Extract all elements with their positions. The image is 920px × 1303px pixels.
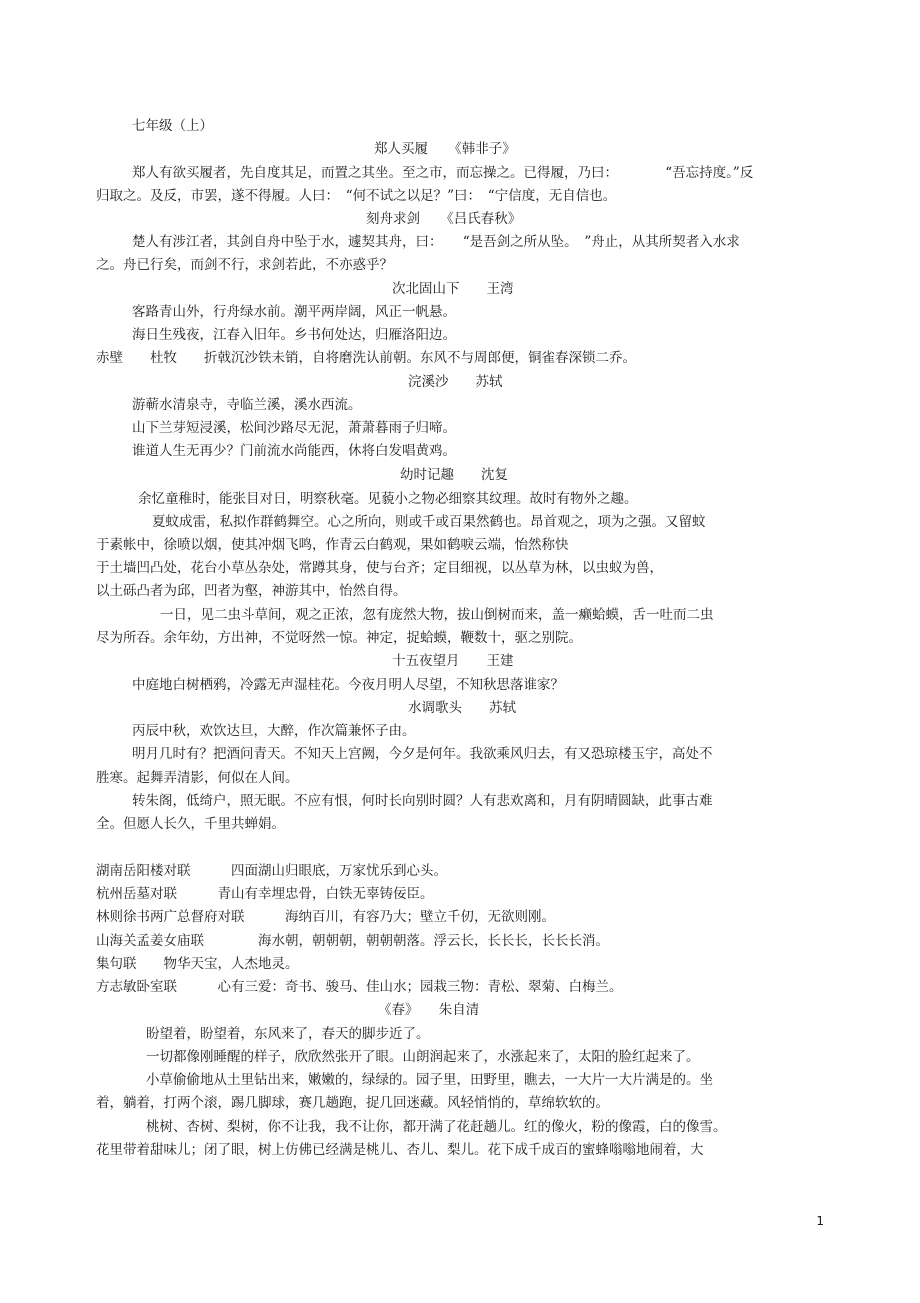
section-title: 郑人买履 《韩非子》 — [374, 141, 516, 157]
paragraph-line: 余忆童稚时，能张目对日，明察秋毫。见藐小之物必细察其纹理。故时有物外之趣。 — [138, 491, 638, 507]
couplet-line: 林则徐书两广总督府对联 海纳百川，有容乃大；壁立千仞，无欲则刚。 — [96, 909, 555, 925]
poem-line: 谁道人生无再少？门前流水尚能西，休将白发唱黄鸡。 — [132, 443, 456, 459]
section-title: 次北固山下 王湾 — [392, 281, 514, 297]
paragraph-line: 丙辰中秋，欢饮达旦，大醉，作次篇兼怀子由。 — [132, 723, 416, 739]
paragraph-line: 于土墙凹凸处，花台小草丛杂处，常蹲其身，使与台齐；定目细视，以丛草为林，以虫蚁为兽， — [96, 560, 663, 576]
poem-line: 游蕲水清泉寺，寺临兰溪，溪水西流。 — [132, 397, 362, 413]
couplet-line: 集句联 物华天宝，人杰地灵。 — [96, 956, 299, 972]
paragraph-line: 于素帐中，徐喷以烟，使其冲烟飞鸣，作青云白鹤观，果如鹤唳云端，怡然称快 — [96, 537, 569, 553]
paragraph-line: 明月几时有？把酒问青天。不知天上宫阙，今夕是何年。我欲乘风归去，有又恐琼楼玉宇，高处不 — [132, 746, 713, 762]
paragraph-line: 小草偷偷地从土里钻出来，嫩嫩的，绿绿的。园子里，田野里，瞧去，一大片一大片满是的。坐 — [146, 1072, 713, 1088]
paragraph-line: 全。但愿人长久，千里共蝉娟。 — [96, 816, 285, 832]
paragraph-line: 楚人有涉江者，其剑自舟中坠于水，遽契其舟，曰： “是吾剑之所从坠。 ”舟止，从其所契者入水求 — [132, 234, 740, 250]
paragraph-line: 着，躺着，打两个滚，踢几脚球，赛几趟跑，捉几回迷藏。风轻悄悄的，草绵软软的。 — [96, 1095, 609, 1111]
page-number: 1 — [816, 1214, 824, 1228]
paragraph-line: 胜寒。起舞弄清影，何似在人间。 — [96, 770, 299, 786]
poem-line: 中庭地白树栖鸦，冷露无声湿桂花。今夜月明人尽望，不知秋思落谁家？ — [132, 677, 564, 693]
poem-line: 客路青山外，行舟绿水前。潮平两岸阔，风正一帆悬。 — [132, 304, 456, 320]
paragraph-line: 归取之。及反，市罢，遂不得履。人曰： “何不试之以足？”曰： “宁信度，无自信也。 — [96, 188, 617, 204]
poem-line: 赤壁 杜牧 折戟沉沙铁未销，自将磨洗认前朝。东风不与周郎便，铜雀春深锁二乔。 — [96, 350, 636, 366]
paragraph-line: 夏蚊成雷，私拟作群鹤舞空。心之所向，则或千或百果然鹤也。昂首观之，项为之强。又留蚊 — [152, 514, 706, 530]
section-title: 十五夜望月 王建 — [392, 653, 514, 669]
paragraph-line: 桃树、杏树、梨树，你不让我，我不让你，都开满了花赶趟儿。红的像火，粉的像霞，白的像雪。 — [146, 1119, 727, 1135]
paragraph-line: 以土砾凸者为邱，凹者为壑，神游其中，怡然自得。 — [96, 583, 407, 599]
section-title: 浣溪沙 苏轼 — [408, 374, 503, 390]
section-title: 幼时记趣 沈复 — [400, 467, 508, 483]
section-title: 水调歌头 苏轼 — [408, 700, 516, 716]
poem-line: 海日生残夜，江春入旧年。乡书何处达，归雁洛阳边。 — [132, 327, 456, 343]
poem-line: 山下兰芽短浸溪，松间沙路尽无泥，萧萧暮雨子归啼。 — [132, 420, 456, 436]
paragraph-line: 转朱阁，低绮户，照无眠。不应有恨，何时长向别时圆？人有悲欢离和，月有阴晴圆缺，此事古难 — [132, 793, 713, 809]
paragraph-line: 一切都像刚睡醒的样子，欣欣然张开了眼。山朗润起来了，水涨起来了，太阳的脸红起来了。 — [146, 1049, 700, 1065]
paragraph-line: 盼望着，盼望着，东风来了，春天的脚步近了。 — [146, 1026, 430, 1042]
paragraph-line: 郑人有欲买履者，先自度其足，而置之其坐。至之市，而忘操之。已得履，乃曰： “吾忘持度。”反 — [132, 165, 754, 181]
grade-heading: 七年级（上） — [132, 118, 213, 134]
paragraph-line: 一日，见二虫斗草间，观之正浓，忽有庞然大物，拔山倒树而来，盖一癞蛤蟆，舌一吐而二虫 — [160, 607, 714, 623]
couplet-line: 杭州岳墓对联 青山有幸埋忠骨，白铁无辜铸佞臣。 — [96, 886, 434, 902]
section-title: 《春》 朱自清 — [378, 1002, 480, 1018]
couplet-line: 方志敏卧室联 心有三爱：奇书、骏马、佳山水；园栽三物：青松、翠菊、白梅兰。 — [96, 979, 623, 995]
section-title: 刻舟求剑 《吕氏春秋》 — [366, 211, 522, 227]
paragraph-line: 花里带着甜味儿；闭了眼，树上仿佛已经满是桃儿、杏儿、梨儿。花下成千成百的蜜蜂嗡嗡地闹着，大 — [96, 1142, 704, 1158]
paragraph-line: 尽为所吞。余年幼，方出神，不觉呀然一惊。神定，捉蛤蟆，鞭数十，驱之别院。 — [96, 630, 582, 646]
couplet-line: 山海关孟姜女庙联 海水朝，朝朝朝，朝朝朝落。浮云长，长长长，长长长消。 — [96, 933, 609, 949]
paragraph-line: 之。舟已行矣，而剑不行，求剑若此，不亦惑乎？ — [96, 257, 393, 273]
couplet-line: 湖南岳阳楼对联 四面湖山归眼底，万家忧乐到心头。 — [96, 863, 447, 879]
